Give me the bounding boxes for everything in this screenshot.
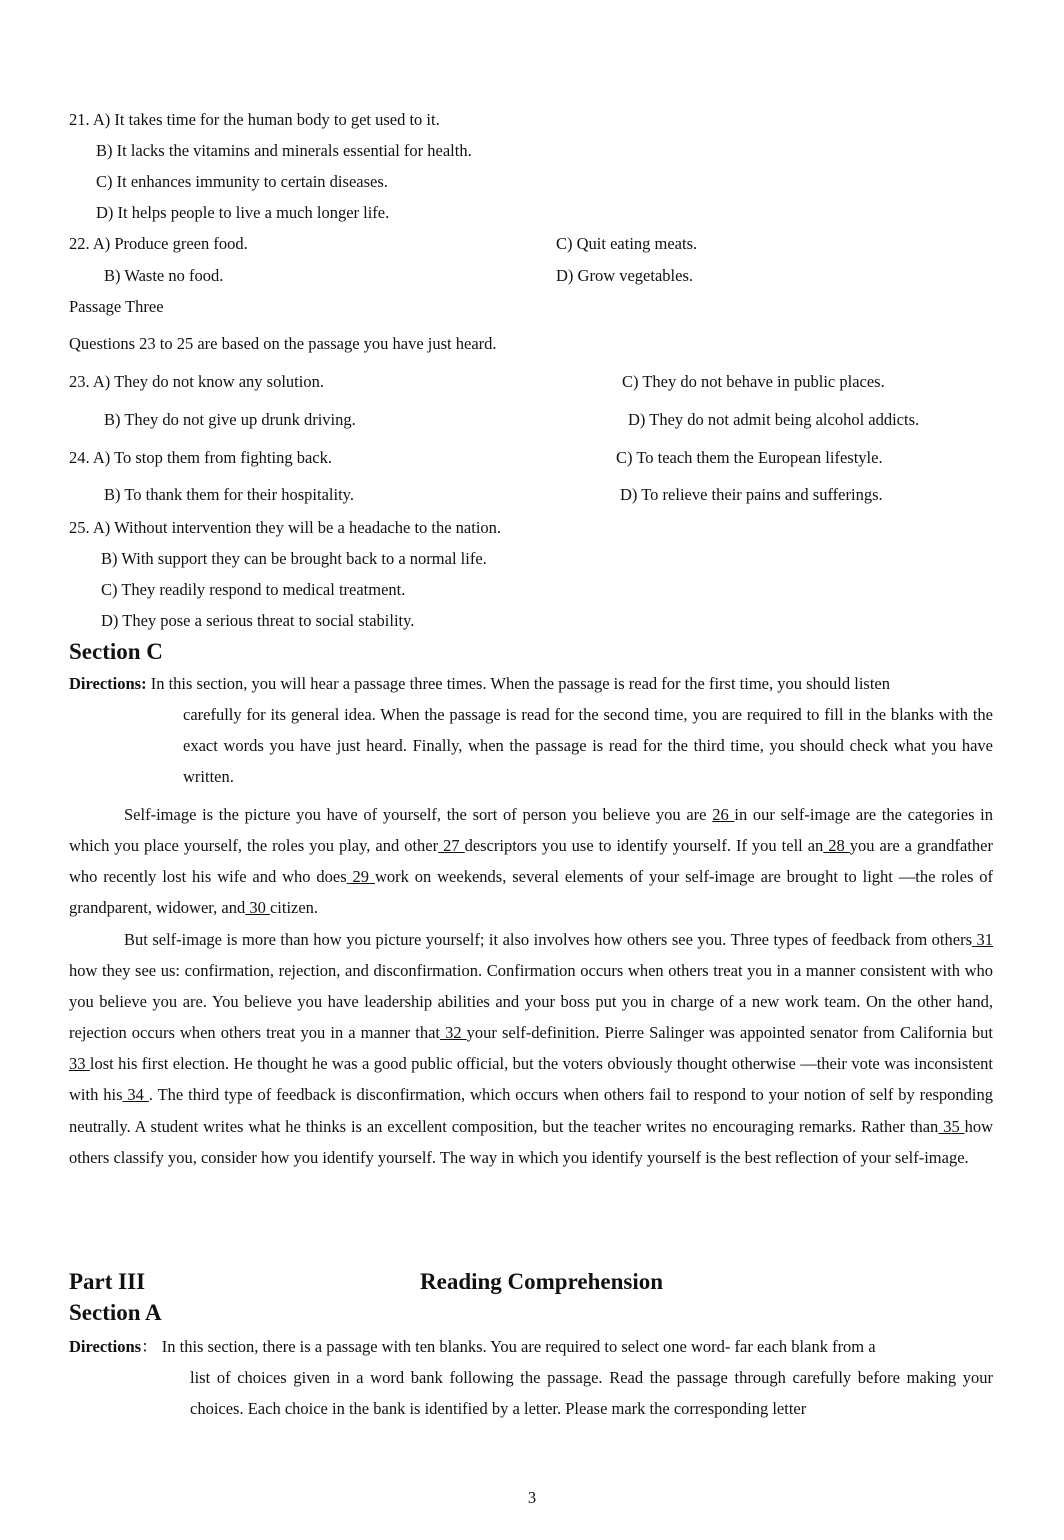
section-c-directions-first-line [69,674,890,694]
p2-text-6: how others classify you, consider how you identify yourself. The way in which you identify yourself is the best reflection of your self-image. [69,1116,994,1167]
q24-option-d: D) To relieve their pains and sufferings. [620,485,883,504]
q22 [69,234,248,254]
blank-35: 35 [938,1116,965,1136]
blank-26: 26 [712,805,735,824]
part-3-directions-label: Directions [69,1337,142,1356]
blank-34: 34 [122,1085,149,1105]
p1-text-4: you are a grandfather who recently lost his wife and who does [69,836,993,887]
part-3-title: Reading Comprehension [420,1269,664,1294]
p2-text-1: But self-image is more than how you picture yourself; it also involves how others see you. Three types of feedback from others [124,930,972,949]
q22-option-d: D) Grow vegetables. [556,266,693,285]
blank-27: 27 [438,836,465,856]
q22-option-b: B) Waste no food. [104,266,224,285]
part-3-directions-first: In this section, there is a passage with ten blanks. You are required to select one word- far each blank from a [157,1337,876,1356]
q21-number: 21. [69,110,90,129]
part-3-directions-colon: ： [141,1337,158,1356]
part-3-label: Part III [69,1269,146,1294]
part-3-section-a-heading: Section A [69,1300,162,1325]
p1-text-3: descriptors you use to identify yourself. If you tell an [464,836,824,856]
p2-text-5: . The third type of feedback is disconfirmation, which occurs when others fail to respond to your notion of self by responding neutrally. A student writes what he thinks is an excellent composition, but the teacher writes no encouraging remarks. Rather than [69,1085,994,1136]
blank-28: 28 [823,836,850,856]
q24-option-a: A) To stop them from fighting back. [92,448,332,467]
section-c-heading: Section C [69,639,163,664]
q23-option-c: C) They do not behave in public places. [622,372,885,391]
blank-29: 29 [346,867,375,887]
q21 [69,110,440,130]
q23-option-b: B) They do not give up drunk driving. [104,410,356,429]
q25-option-d: D) They pose a serious threat to social stability. [101,611,415,630]
q22-option-c: C) Quit eating meats. [556,234,698,253]
section-c-directions-label: Directions: [69,674,147,693]
q21-option-b: B) It lacks the vitamins and minerals essential for health. [96,141,472,160]
section-c-directions-rest: carefully for its general idea. When the passage is read for the second time, you are required to fill in the blanks with the exact words you have just heard. Finally, when the passage is read for the third time, you should check what you have written. [183,705,993,786]
q23-option-a: A) They do not know any solution. [92,372,324,391]
part-3-directions-first-line [69,1337,876,1357]
p1-text-2: in our self-image are the categories in which you place yourself, the roles you play, and other [69,805,994,856]
q21-option-d: D) It helps people to live a much longer life. [96,203,390,222]
p1-text-6: citizen. [269,898,319,918]
page-number: 3 [527,1488,537,1507]
p2-text-3: your self-definition. Pierre Salinger was appointed senator from California but [466,1023,993,1043]
q24 [69,448,332,468]
q25-number: 25. [69,518,90,537]
p2-text-4: lost his first election. He thought he was a good public official, but the voters obviously thought otherwise —their vote was inconsistent with his [69,1054,994,1105]
passage-three-title: Passage Three [69,297,164,316]
passage-paragraph-1 [69,799,993,923]
q23-number: 23. [69,372,90,391]
p1-text-1: Self-image is the picture you have of yourself, the sort of person you believe you are [124,805,713,824]
p2-text-2: how they see us: confirmation, rejection, and disconfirmation. Confirmation occurs when others treat you in a manner consistent with who you believe you are. You believe you have leadership abilities and your boss put you in charge of a new work team. On the other hand, rejection occurs when others treat you in a manner that [69,961,993,1043]
q24-option-b: B) To thank them for their hospitality. [104,485,354,504]
blank-31: 31 [972,930,994,949]
blank-30: 30 [245,898,270,918]
q25-option-a: A) Without intervention they will be a headache to the nation. [92,518,502,537]
blank-32: 32 [439,1023,467,1043]
q21-option-c: C) It enhances immunity to certain diseases. [96,172,388,191]
p1-text-5: work on weekends, several elements of your self-image are brought to light —the roles of grandparent, widower, and [69,867,993,918]
q22-number: 22. [69,234,90,253]
section-c-directions-first: In this section, you will hear a passage three times. When the passage is read for the first time, you should listen [146,674,890,693]
q23 [69,372,324,392]
passage-paragraph-2 [69,924,993,1173]
q24-number: 24. [69,448,90,467]
passage-three-intro: Questions 23 to 25 are based on the passage you have just heard. [69,334,497,353]
part-3-directions-rest: list of choices given in a word bank following the passage. Read the passage through carefully before making your choices. Each choice in the bank is identified by a letter. Please mark the corresponding letter [190,1368,993,1418]
q21-option-a: A) It takes time for the human body to get used to it. [92,110,440,129]
q24-option-c: C) To teach them the European lifestyle. [616,448,883,467]
q25-option-c: C) They readily respond to medical treatment. [101,580,406,599]
q25-option-b: B) With support they can be brought back to a normal life. [101,549,487,568]
q22-option-a: A) Produce green food. [92,234,248,253]
q23-option-d: D) They do not admit being alcohol addicts. [628,410,920,429]
q25 [69,518,501,538]
blank-33: 33 [69,1054,90,1074]
